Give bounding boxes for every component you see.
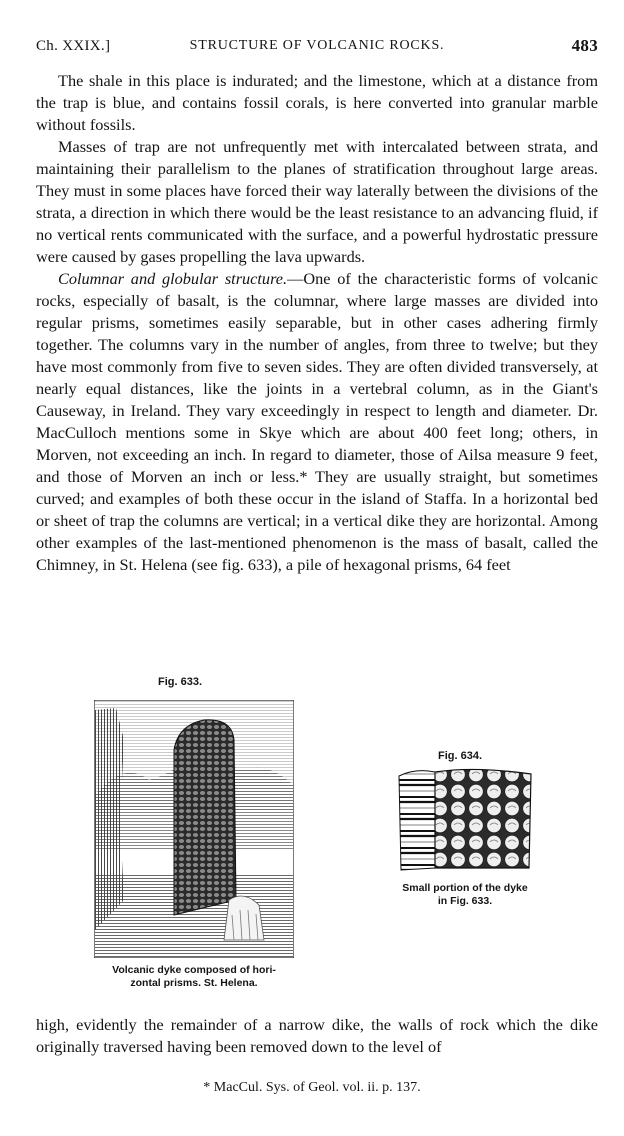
fig-633-label: Fig. 633. (157, 676, 203, 688)
fig-633-caption (94, 964, 294, 990)
continuation-text (36, 1014, 598, 1058)
fig-634-caption-line-1: Small portion of the dyke (402, 882, 528, 894)
fig-634-label: Fig. 634. (437, 750, 483, 762)
continuation-paragraph: high, evidently the remainder of a narrow dike, the walls of rock which the dike originally traversed having been removed down to the level of (36, 1015, 598, 1056)
page-number: 483 (571, 36, 598, 55)
running-title: STRUCTURE OF VOLCANIC ROCKS. (189, 38, 445, 53)
chapter-label: Ch. XXIX.] (36, 38, 111, 54)
paragraph-intercalated-trap: Masses of trap are not unfrequently met with intercalated between strata, and maintaining their parallelism to the planes of stratification throughout large areas. They must in some places have forced their way laterally between the divisions of the strata, a direction in which there would be the least resistance to an advancing fluid, if no vertical rents communicated with the surface, and a powerful hydrostatic pressure were caused by gases propelling the lava upwards. (36, 137, 598, 266)
section-heading: Columnar and globular structure. (58, 269, 288, 288)
paragraph-columnar (36, 268, 598, 576)
footnote: * MacCul. Sys. of Geol. vol. ii. p. 137. (203, 1080, 421, 1095)
fig-634-caption (380, 882, 550, 908)
running-header (36, 36, 598, 58)
columnar-body: —One of the characteristic forms of volcanic rocks, especially of basalt, is the columnar, where large masses are divided into regular prisms, sometimes easily separable, but in other cases adhering firmly together. The columns vary in the number of angles, from three to twelve; but they have most commonly from five to seven sides. They are often divided transversely, at nearly equal distances, like the joints in a vertebral column, as in the Giant's Causeway, in Ireland. They vary exceedingly in respect to length and diameter. Dr. MacCulloch mentions some in Skye which are about 400 feet long; others, in Morven, not exceeding an inch. In regard to diameter, those of Ailsa measure 9 feet, and those of Morven an inch or less.* They are usually straight, but sometimes curved; and examples of both these occur in the island of Staffa. In a horizontal bed or sheet of trap the columns are vertical; in a vertical dike they are horizontal. Among other examples of the last-mentioned phenomenon is the mass of basalt, called the Chimney, in St. Helena (see fig. 633), a pile of hexagonal prisms, 64 feet (36, 269, 598, 574)
fig-634-illustration (395, 766, 535, 874)
fig-633-caption-line-1: Volcanic dyke composed of hori- (112, 964, 276, 976)
paragraph-shale: The shale in this place is indurated; and the limestone, which at a distance from the trap is blue, and contains fossil corals, is here converted into granular marble without fossils. (36, 71, 598, 134)
fig-633-caption-line-2: zontal prisms. St. Helena. (130, 977, 258, 989)
body-text (36, 70, 598, 576)
fig-634-caption-line-2: in Fig. 633. (437, 895, 493, 907)
fig-633-illustration (94, 700, 294, 958)
